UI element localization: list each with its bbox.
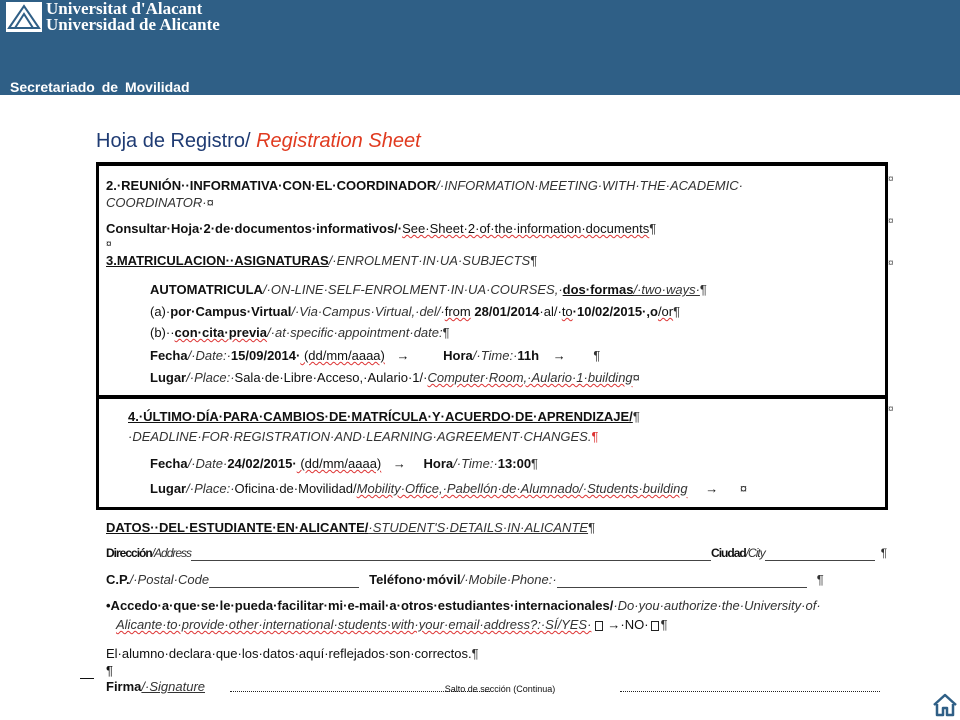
cell-mark: ¤	[739, 481, 748, 496]
declara-line	[106, 646, 479, 662]
pilcrow: ¶	[531, 456, 539, 471]
tab-arrow-icon: →	[552, 348, 566, 363]
option-b-line	[150, 325, 450, 341]
empty-paragraph: ¶	[106, 663, 113, 678]
lugar-label: Lugar	[150, 370, 187, 385]
address-label-english: /Address	[151, 546, 192, 560]
pilcrow: ¶	[471, 646, 479, 661]
postal-code-label-english: /·Postal·Code	[129, 572, 210, 587]
acceso-line	[106, 598, 821, 614]
hora-label: Hora	[443, 348, 473, 363]
to-word: to	[561, 304, 573, 319]
university-name-spanish: Universidad de Alicante	[46, 15, 220, 34]
telefono-label: Teléfono·móvil	[369, 572, 461, 587]
end-date: ·10/02/2015·,o	[572, 304, 658, 319]
header-banner	[0, 0, 960, 95]
university-name-valencian: Universitat d'Alacant	[46, 0, 203, 18]
mobile-phone-field[interactable]	[557, 576, 807, 588]
tab-arrow-icon: →	[396, 348, 410, 363]
automatricula-spanish: AUTOMATRICULA	[150, 282, 263, 297]
pilcrow: ¶	[699, 282, 707, 297]
fecha1-line	[150, 348, 600, 364]
ciudad-label: Ciudad	[711, 546, 746, 560]
section3-english: /·ENROLMENT·IN·UA·SUBJECTS	[328, 253, 531, 268]
dos-formas: dos·formas	[562, 282, 634, 297]
pilcrow: ¶	[591, 429, 599, 444]
deadline-place: Oficina·de·Movilidad/	[234, 481, 357, 496]
no-label: ·NO·	[620, 617, 649, 632]
lugar1-line	[150, 370, 640, 386]
tab-arrow-icon: →	[392, 456, 406, 471]
section2-english: /·INFORMATION·MEETING·WITH·THE·ACADEMIC·	[436, 178, 743, 193]
meeting-date: 15/09/2014·	[230, 348, 301, 363]
fecha-label: Fecha	[150, 456, 188, 471]
pilcrow: ¶	[649, 221, 657, 236]
pilcrow: ¶	[660, 617, 668, 632]
pilcrow: ¶	[588, 520, 596, 535]
pilcrow: ¶	[593, 348, 601, 363]
deadline-time: 13:00	[497, 456, 532, 471]
section2-spanish: 2.·REUNIÓN··INFORMATIVA·CON·EL·COORDINADOR	[106, 178, 437, 193]
datos-heading	[106, 520, 595, 536]
pilcrow: ¶	[880, 546, 887, 560]
section-break: Salto de sección (Continua)	[120, 684, 880, 698]
from-word: from	[444, 304, 471, 319]
row-end-mark: ¤	[888, 404, 894, 415]
deadline-place-english: Mobility·Office,·Pabellón·de·Alumnado/·Students·building	[356, 481, 688, 496]
cp-line	[106, 572, 824, 588]
option-b-spanish: con·cita·previa	[174, 325, 268, 340]
row-end-mark: ¤	[888, 258, 894, 269]
fecha-label: Fecha	[150, 348, 188, 363]
postal-code-field[interactable]	[209, 576, 359, 588]
option-a-line	[150, 304, 680, 320]
section4-spanish: 4.·ÚLTIMO·DÍA·PARA·CAMBIOS·DE·MATRÍCULA·Y·ACUERDO·DE·APRENDIZAJE/	[128, 409, 633, 424]
pilcrow: ¶	[442, 325, 450, 340]
home-icon[interactable]	[932, 693, 958, 717]
pilcrow: ¶	[632, 409, 640, 424]
cell-mark: ¤	[206, 195, 214, 210]
fecha2-line	[150, 456, 538, 472]
meeting-place: Sala·de·Libre·Acceso,·Aulario·1/·	[234, 370, 428, 385]
pilcrow: ¶	[816, 572, 824, 587]
tab-arrow-icon: →	[607, 617, 621, 632]
al-word: ·al/·	[539, 304, 562, 319]
time-label-english: /·Time:·	[453, 456, 498, 471]
direccion-label: Dirección	[106, 546, 152, 560]
address-field[interactable]	[191, 549, 711, 561]
pilcrow: ¶	[530, 253, 538, 268]
acceso-spanish: •Accedo·a·que·se·le·pueda·facilitar·mi·e-mail·a·otros·estudiantes·internacionales/	[106, 598, 614, 613]
signature-label-english: /·Signature	[141, 679, 205, 694]
section3-heading	[106, 253, 537, 269]
automatricula-line	[150, 282, 707, 298]
title-spanish: Hoja de Registro/	[96, 130, 251, 152]
automatricula-english: /·ON-LINE·SELF-ENROLMENT·IN·UA·COURSES,·	[262, 282, 563, 297]
start-date: 28/01/2014	[470, 304, 540, 319]
two-ways: /·two·ways·	[633, 282, 700, 297]
consultar-spanish: Consultar·Hoja·2·de·documentos·informativos/·	[106, 221, 403, 236]
city-label-english: /City	[745, 546, 765, 560]
date-label-english: /·Date:·	[187, 348, 231, 363]
pilcrow: ¶	[673, 304, 681, 319]
page-title	[96, 130, 421, 153]
section4-heading	[128, 409, 640, 425]
acceso-english: ·Do·you·authorize·the·University·of·	[613, 598, 821, 613]
date-format: (dd/mm/aaaa)	[296, 456, 382, 471]
option-a-prefix: (a)·	[150, 304, 171, 319]
margin-rule	[80, 678, 94, 679]
option-b-english: /·at·specific·appointment·date:	[267, 325, 443, 340]
date-label-english: /·Date·	[187, 456, 228, 471]
mobile-phone-label-english: /·Mobile·Phone:·	[460, 572, 557, 587]
place-label-english: /·Place:·	[186, 370, 235, 385]
meeting-time: 11h	[517, 348, 540, 363]
yes-checkbox[interactable]	[595, 621, 603, 631]
department-name: Secretariado de Movilidad	[10, 79, 190, 95]
cp-label: C.P.	[106, 572, 130, 587]
title-english: Registration Sheet	[250, 130, 421, 152]
section4-heading-english	[128, 429, 598, 445]
hora-label: Hora	[423, 456, 454, 471]
section3-spanish: 3.MATRICULACION··ASIGNATURAS	[106, 253, 329, 268]
declaration-text: El·alumno·declara·que·los·datos·aquí·reflejados·son·correctos.	[106, 646, 472, 661]
no-checkbox[interactable]	[651, 621, 659, 631]
acceso-line-cont	[116, 617, 668, 633]
row-end-mark: ¤	[888, 174, 894, 185]
section2-english-cont: COORDINATOR·	[106, 195, 207, 210]
datos-english: ·STUDENT'S·DETAILS·IN·ALICANTE	[368, 520, 589, 535]
direccion-line	[106, 545, 886, 561]
section2-heading-cont	[106, 195, 214, 211]
meeting-place-english: Computer·Room,·Aulario·1·building	[427, 370, 633, 385]
section2-heading	[106, 178, 743, 194]
option-a-spanish: por·Campus·Virtual	[170, 304, 292, 319]
or-word: /or	[657, 304, 674, 319]
tab-arrow-icon: →	[705, 481, 719, 496]
city-field[interactable]	[765, 549, 875, 561]
lugar-label: Lugar	[150, 481, 187, 496]
row-end-mark: ¤	[888, 216, 894, 227]
consultar-line	[106, 221, 656, 237]
date-format: (dd/mm/aaaa)	[300, 348, 385, 363]
empty-cell-mark: ¤	[106, 239, 112, 250]
cell-mark: ¤	[632, 370, 640, 385]
place-label-english: /·Place:·	[186, 481, 235, 496]
acceso-english-cont: Alicante·to·provide·other·international·students·with·your·email·address?:·SÍ/YES·	[116, 617, 592, 632]
time-label-english: /·Time:·	[472, 348, 518, 363]
datos-spanish: DATOS··DEL·ESTUDIANTE·EN·ALICANTE/	[106, 520, 369, 535]
firma-label: Firma	[106, 679, 142, 694]
deadline-date: 24/02/2015·	[227, 456, 297, 471]
section4-english: ·DEADLINE·FOR·REGISTRATION·AND·LEARNING·AGREEMENT·CHANGES.	[128, 429, 592, 444]
consultar-english: See·Sheet·2·of·the·information·documents	[402, 221, 650, 236]
option-b-prefix: (b)··	[150, 325, 175, 340]
option-a-english: /·Via·Campus·Virtual,·del/·	[291, 304, 445, 319]
lugar2-line	[150, 481, 747, 497]
university-logo-icon	[6, 2, 42, 32]
